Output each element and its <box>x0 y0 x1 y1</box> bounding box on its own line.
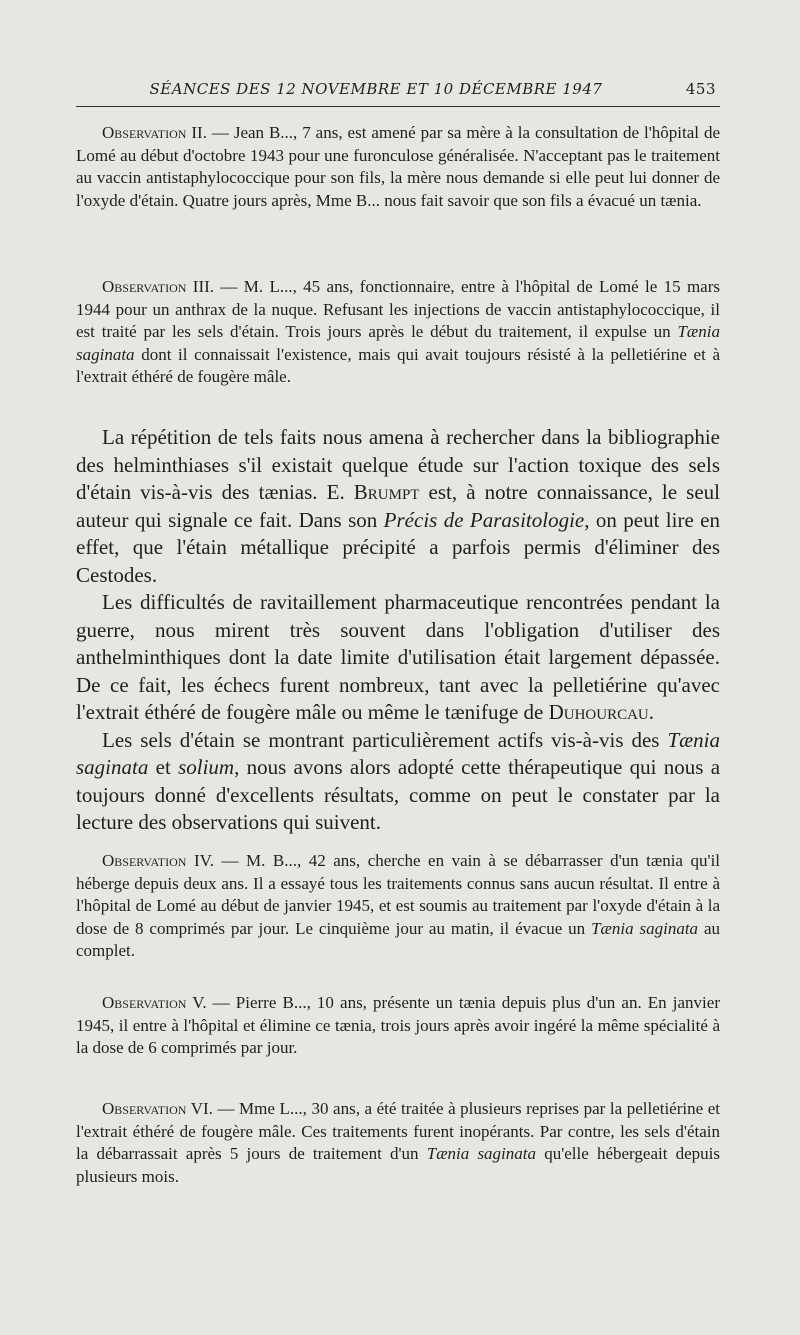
observation-text: au complet. <box>76 918 720 960</box>
paragraph-3: Les sels d'étain se montrant particulièrement actifs vis-à-vis des Tænia saginata et solium, nous avons alors adopté cette thérapeutique qui nous a toujours donné d'excellents résultats, comme on peut le constater par la lecture des observations qui suivent. <box>76 727 721 834</box>
observation-label: Observation V. <box>102 993 207 1012</box>
observation-4 <box>76 850 720 963</box>
species-name: Tænia saginata <box>76 322 720 364</box>
main-discussion <box>76 424 720 837</box>
observation-text: — Mme L..., 30 ans, a été traitée à plusieurs reprises par la pelletiérine et l'extrait éthéré de fougère mâle. Ces traitements furent inopérants. Par contre, les sels d'étain la débarrassait après 5 jours de traitement d'un <box>76 1099 720 1163</box>
header-rule <box>76 106 720 107</box>
species-name: solium <box>178 755 235 779</box>
paragraph-1: La répétition de tels faits nous amena à rechercher dans la bibliographie des helminthiases s'il existait quelque étude sur l'action toxique des sels d'étain vis-à-vis des tænias. E. Brumpt est, à notre connaissance, le seul auteur qui signale ce fait. Dans son Précis de Parasitologie, on peut lire en effet, que l'étain métallique précipité a parfois permis d'éliminer des Cestodes. <box>76 425 720 587</box>
observation-6 <box>76 1098 720 1188</box>
observation-label: Observation VI. <box>102 1099 213 1118</box>
paragraph-2: Les difficultés de ravitaillement pharmaceutique rencontrées pendant la guerre, nous mirent très souvent dans l'obligation d'utiliser des anthelminthiques dont la date limite d'utilisation était largement dépassée. De ce fait, les échecs furent nombreux, tant avec la pelletiérine qu'avec l'extrait éthéré de fougère mâle ou même le tænifuge de Duhourcau. <box>76 590 720 724</box>
species-name: Tænia saginata <box>591 918 699 938</box>
observation-text: — Pierre B..., 10 ans, présente un tænia depuis plus d'un an. En janvier 1945, il entre à l'hôpital et élimine ce tænia, trois jours après avoir ingéré la même spécialité à la dose de 6 comprimés par jour. <box>76 993 720 1057</box>
observation-text: qu'elle hébergeait depuis plusieurs mois. <box>76 1144 721 1186</box>
page-number: 453 <box>685 80 716 98</box>
author-name: Brumpt <box>353 480 420 504</box>
header-title: SÉANCES DES 12 NOVEMBRE ET 10 DÉCEMBRE 1947 <box>149 80 603 98</box>
book-title: Précis de Parasitologie <box>383 507 585 532</box>
observation-text: — M. B..., 42 ans, cherche en vain à se débarrasser d'un tænia qu'il héberge depuis deux ans. Il a essayé tous les traitements connus sans aucun résultat. Il entre à l'hôpital de Lomé au début de janvier 1945, et est soumis au traitement par l'oxyde d'étain à la dose de 8 comprimés par jour. Le cinquième jour au matin, il évacue un <box>76 851 721 938</box>
observation-text: dont il connaissait l'existence, mais qui avait toujours résisté à la pelletiérine et à l'extrait éthéré de fougère mâle. <box>76 344 720 386</box>
author-name: Duhourcau <box>548 700 649 724</box>
observation-text: — Jean B..., 7 ans, est amené par sa mère à la consultation de l'hôpital de Lomé au début d'octobre 1943 pour une furonculose généralisée. N'acceptant pas le traitement au vaccin antistaphylococcique pour son fils, la mère nous demande si elle peut lui donner de l'oxyde d'étain. Quatre jours après, Mme B... nous fait savoir que son fils a évacué un tænia. <box>76 123 720 210</box>
observation-label: Observation III. <box>102 277 215 296</box>
observation-3 <box>76 276 720 389</box>
observation-label: Observation IV. <box>102 851 214 870</box>
running-header <box>76 80 716 104</box>
observation-2 <box>76 122 720 212</box>
observation-label: Observation II. <box>102 123 207 142</box>
species-name: Tænia saginata <box>76 727 720 779</box>
observation-text: — M. L..., 45 ans, fonctionnaire, entre à l'hôpital de Lomé le 15 mars 1944 pour un anthrax de la nuque. Refusant les injections de vaccin antistaphylococcique, il est traité par les sels d'étain. Trois jours après le début du traitement, il expulse un <box>76 277 720 341</box>
observation-5 <box>76 992 720 1060</box>
species-name: Tænia saginata <box>426 1144 537 1163</box>
